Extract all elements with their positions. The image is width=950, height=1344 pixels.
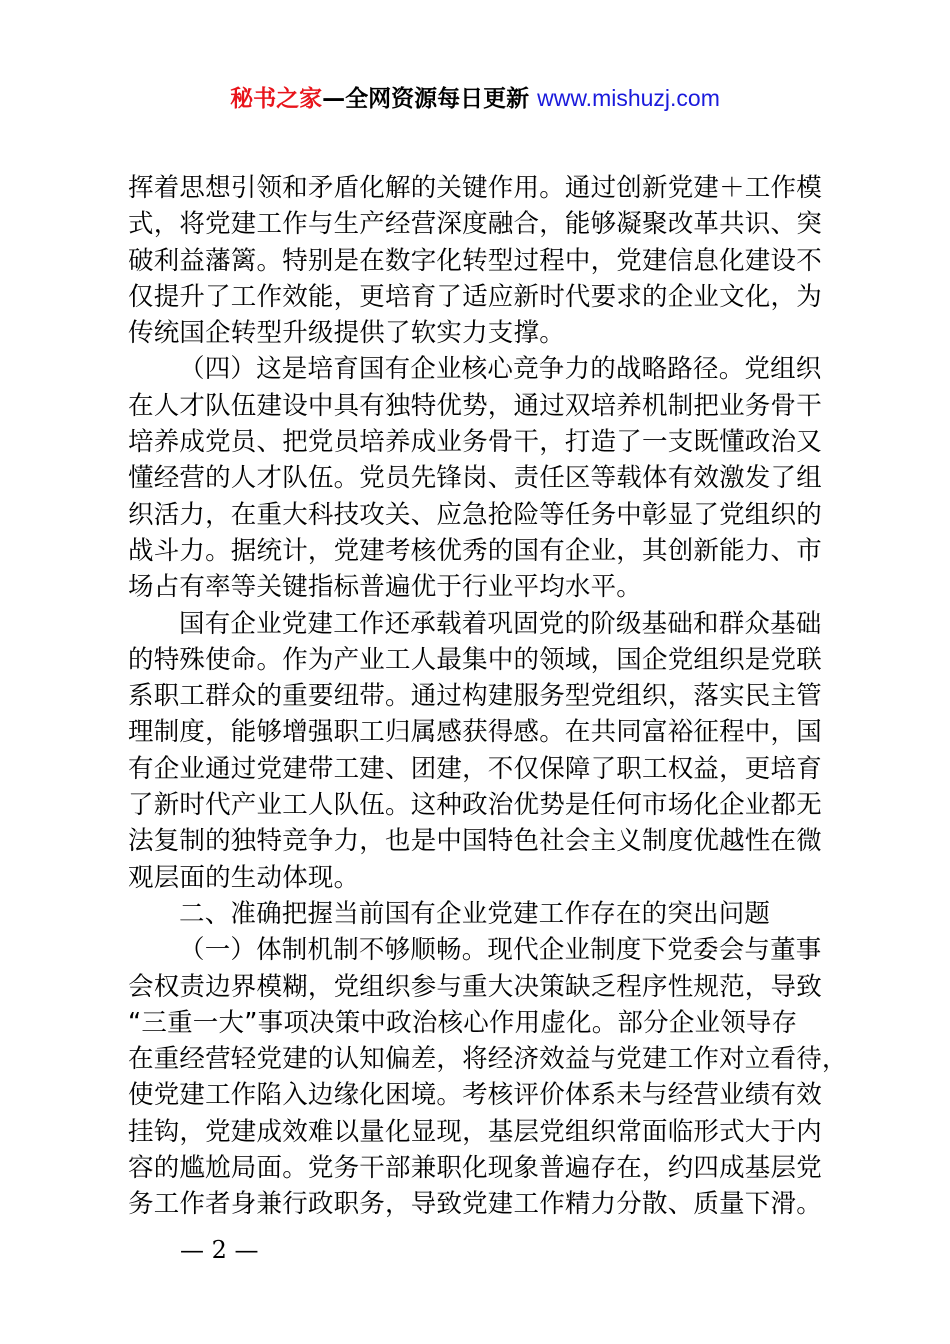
text-line: 在重经营轻党建的认知偏差，将经济效益与党建工作对立看待， (128, 1044, 848, 1075)
site-header (0, 80, 950, 113)
site-url[interactable]: www.mishuzj.com (537, 85, 720, 111)
text-line: 战斗力。据统计，党建考核优秀的国有企业，其创新能力、市 (128, 535, 822, 566)
text-line: 织活力，在重大科技攻关、应急抢险等任务中彰显了党组织的 (128, 499, 822, 530)
text-line: 观层面的生动体现。 (128, 862, 360, 893)
text-line: 使党建工作陷入边缘化困境。考核评价体系未与经营业绩有效 (128, 1080, 822, 1111)
document-body (128, 170, 848, 1223)
text-line: 系职工群众的重要纽带。通过构建服务型党组织，落实民主管 (128, 681, 822, 712)
text-line: 式，将党建工作与生产经营深度融合，能够凝聚改革共识、突 (128, 209, 822, 240)
text-line: 容的尴尬局面。党务干部兼职化现象普遍存在，约四成基层党 (128, 1153, 822, 1184)
text-line: 的特殊使命。作为产业工人最集中的领域，国企党组织是党联 (128, 644, 822, 675)
text-line: 挂钩，党建成效难以量化显现，基层党组织常面临形式大于内 (128, 1116, 822, 1147)
header-slogan: —全网资源每日更新 (322, 86, 538, 112)
text-line: 懂经营的人才队伍。党员先锋岗、责任区等载体有效激发了组 (128, 463, 822, 494)
text-line: 会权责边界模糊，党组织参与重大决策缺乏程序性规范，导致 (128, 971, 822, 1002)
paragraph-start-line: （一）体制机制不够顺畅。现代企业制度下党委会与董事 (179, 935, 822, 966)
paragraph-start-line: 国有企业党建工作还承载着巩固党的阶级基础和群众基础 (179, 608, 822, 639)
text-line: 在人才队伍建设中具有独特优势，通过双培养机制把业务骨干 (128, 390, 822, 421)
text-line: 务工作者身兼行政职务，导致党建工作精力分散、质量下滑。 (128, 1189, 822, 1220)
text-line: 场占有率等关键指标普遍优于行业平均水平。 (128, 572, 643, 603)
text-line: 传统国企转型升级提供了软实力支撑。 (128, 318, 565, 349)
section-heading: 二、准确把握当前国有企业党建工作存在的突出问题 (179, 898, 771, 929)
paragraph-start-line: （四）这是培育国有企业核心竞争力的战略路径。党组织 (179, 354, 822, 385)
text-line: 仅提升了工作效能，更培育了适应新时代要求的企业文化，为 (128, 281, 822, 312)
brand-name: 秘书之家 (230, 86, 323, 112)
text-line: 破利益藩篱。特别是在数字化转型过程中，党建信息化建设不 (128, 245, 822, 276)
text-line: 培养成党员、把党员培养成业务骨干，打造了一支既懂政治又 (128, 427, 822, 458)
text-line: 挥着思想引领和矛盾化解的关键作用。通过创新党建＋工作模 (128, 173, 822, 203)
text-line: 了新时代产业工人队伍。这种政治优势是任何市场化企业都无 (128, 790, 822, 821)
text-line: 法复制的独特竞争力，也是中国特色社会主义制度优越性在微 (128, 826, 822, 857)
text-line: 有企业通过党建带工建、团建，不仅保障了职工权益，更培育 (128, 753, 822, 784)
text-line: “三重一大”事项决策中政治核心作用虚化。部分企业领导存 (128, 1007, 798, 1038)
text-line: 理制度，能够增强职工归属感获得感。在共同富裕征程中，国 (128, 717, 822, 748)
page-number: — 2 — (180, 1236, 259, 1264)
